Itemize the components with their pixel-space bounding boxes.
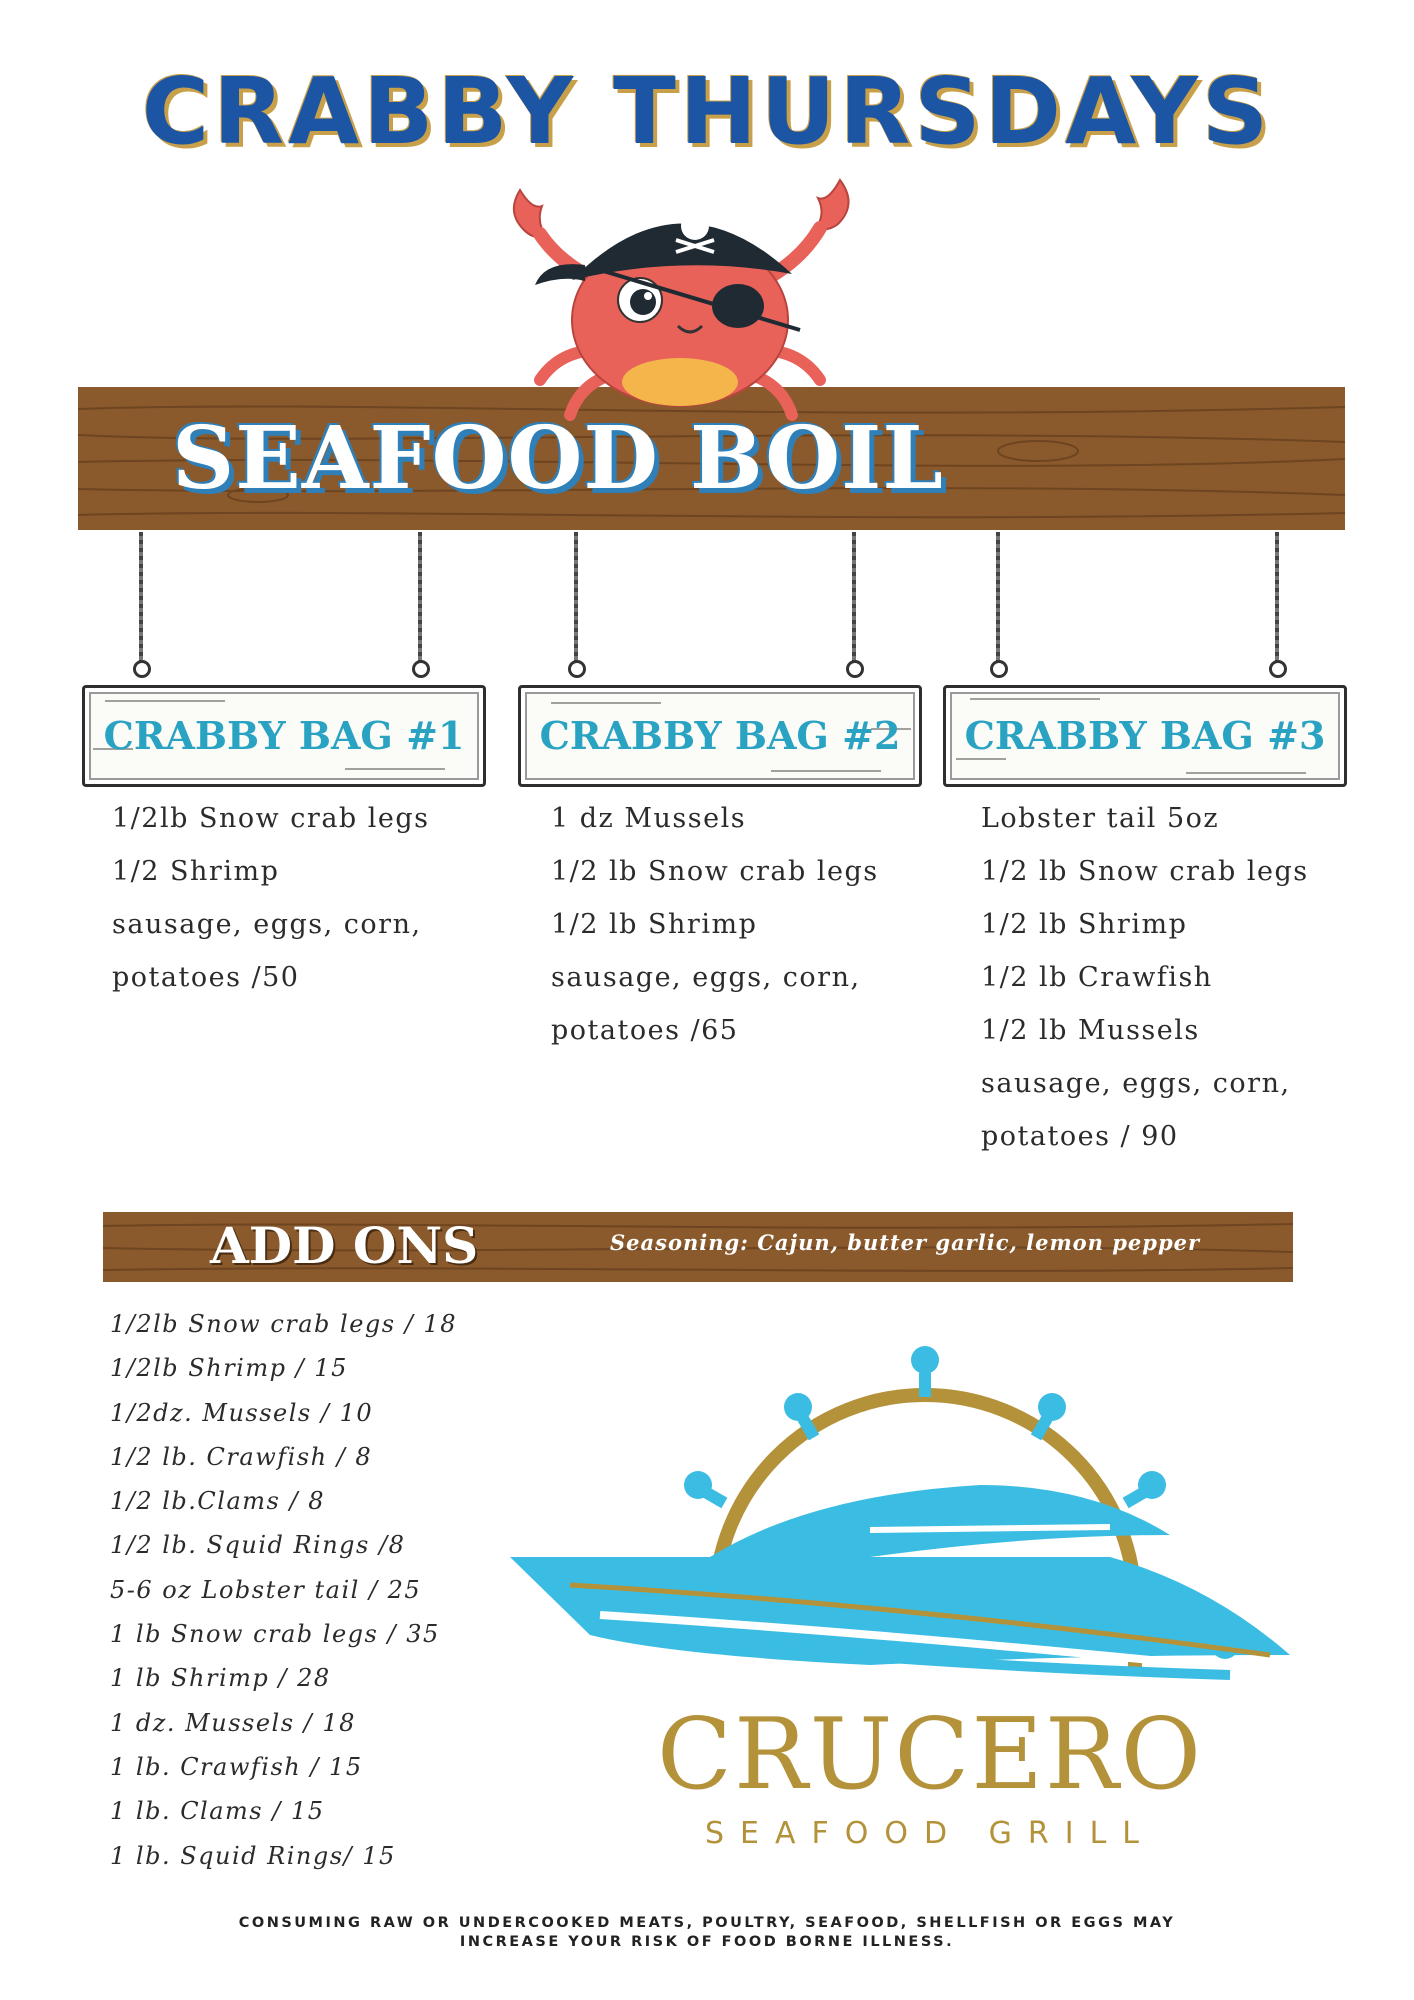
crabby-bag-1-label: CRABBY BAG #1 xyxy=(103,713,465,758)
rope xyxy=(139,532,143,662)
seasoning-note: Seasoning: Cajun, butter garlic, lemon pepper xyxy=(610,1230,1201,1255)
list-item: potatoes /50 xyxy=(112,962,300,993)
list-item: 1 lb. Squid Rings/ 15 xyxy=(110,1841,396,1870)
rope xyxy=(418,532,422,662)
ring xyxy=(990,660,1008,678)
list-item: 1 dz Mussels xyxy=(551,803,747,834)
crabby-bag-1-sign xyxy=(82,685,486,787)
ring xyxy=(133,660,151,678)
list-item: 1 dz. Mussels / 18 xyxy=(110,1708,356,1737)
crabby-bag-1-items xyxy=(112,792,430,1004)
list-item: 1/2 lb Shrimp xyxy=(551,909,758,940)
addons-title: ADD ONS xyxy=(210,1216,479,1275)
list-item: 1/2 Shrimp xyxy=(112,856,280,887)
list-item: 1/2 lb.Clams / 8 xyxy=(110,1487,325,1516)
ring xyxy=(412,660,430,678)
rope xyxy=(1275,532,1279,662)
list-item: sausage, eggs, corn, xyxy=(112,909,422,940)
list-item: 1/2dz. Mussels / 10 xyxy=(110,1398,374,1427)
list-item: potatoes /65 xyxy=(551,1015,739,1046)
crabby-bag-2-label: CRABBY BAG #2 xyxy=(539,713,901,758)
list-item: potatoes / 90 xyxy=(981,1121,1179,1152)
crabby-bag-2-items xyxy=(551,792,879,1057)
list-item: 1/2lb Snow crab legs xyxy=(112,803,430,834)
yacht-icon xyxy=(510,1485,1290,1675)
list-item: 1/2lb Snow crab legs / 18 xyxy=(110,1310,457,1338)
addons-list xyxy=(110,1302,457,1878)
list-item: 5-6 oz Lobster tail / 25 xyxy=(110,1575,422,1604)
list-item: 1/2lb Shrimp / 15 xyxy=(110,1354,348,1383)
crabby-bag-3-items xyxy=(981,792,1309,1163)
ring xyxy=(846,660,864,678)
crabby-bag-2-sign xyxy=(518,685,922,787)
list-item: sausage, eggs, corn, xyxy=(981,1068,1291,1099)
logo-name: CRUCERO xyxy=(656,1698,1203,1812)
list-item: 1 lb. Clams / 15 xyxy=(110,1797,325,1826)
disclaimer-line: CONSUMING RAW OR UNDERCOOKED MEATS, POULTRY, SEAFOOD, SHELLFISH OR EGGS MAY xyxy=(238,1915,1176,1931)
list-item: 1/2 lb Crawfish xyxy=(981,962,1213,993)
list-item: 1/2 lb Shrimp xyxy=(981,909,1188,940)
list-item: 1/2 lb Snow crab legs xyxy=(551,856,879,887)
list-item: 1/2 lb. Crawfish / 8 xyxy=(110,1442,373,1471)
pirate-crab-icon xyxy=(490,170,870,430)
list-item: 1/2 lb Snow crab legs xyxy=(981,856,1309,887)
logo-subtitle: SEAFOOD GRILL xyxy=(704,1816,1155,1851)
list-item: 1/2 lb Mussels xyxy=(981,1015,1200,1046)
disclaimer-line: INCREASE YOUR RISK OF FOOD BORNE ILLNESS. xyxy=(459,1934,955,1950)
list-item: Lobster tail 5oz xyxy=(981,803,1220,834)
list-item: sausage, eggs, corn, xyxy=(551,962,861,993)
rope xyxy=(852,532,856,662)
rope xyxy=(574,532,578,662)
list-item: 1/2 lb. Squid Rings /8 xyxy=(110,1531,406,1560)
ring xyxy=(568,660,586,678)
list-item: 1 lb. Crawfish / 15 xyxy=(110,1752,363,1781)
disclaimer xyxy=(0,1914,1414,1952)
page-title: CRABBY THURSDAYS xyxy=(141,58,1273,165)
crabby-bag-3-label: CRABBY BAG #3 xyxy=(964,713,1326,758)
list-item: 1 lb Snow crab legs / 35 xyxy=(110,1620,440,1649)
rope xyxy=(996,532,1000,662)
list-item: 1 lb Shrimp / 28 xyxy=(110,1664,331,1693)
crabby-bag-3-sign xyxy=(943,685,1347,787)
ring xyxy=(1269,660,1287,678)
seafood-boil-title: SEAFOOD BOIL xyxy=(172,408,944,509)
